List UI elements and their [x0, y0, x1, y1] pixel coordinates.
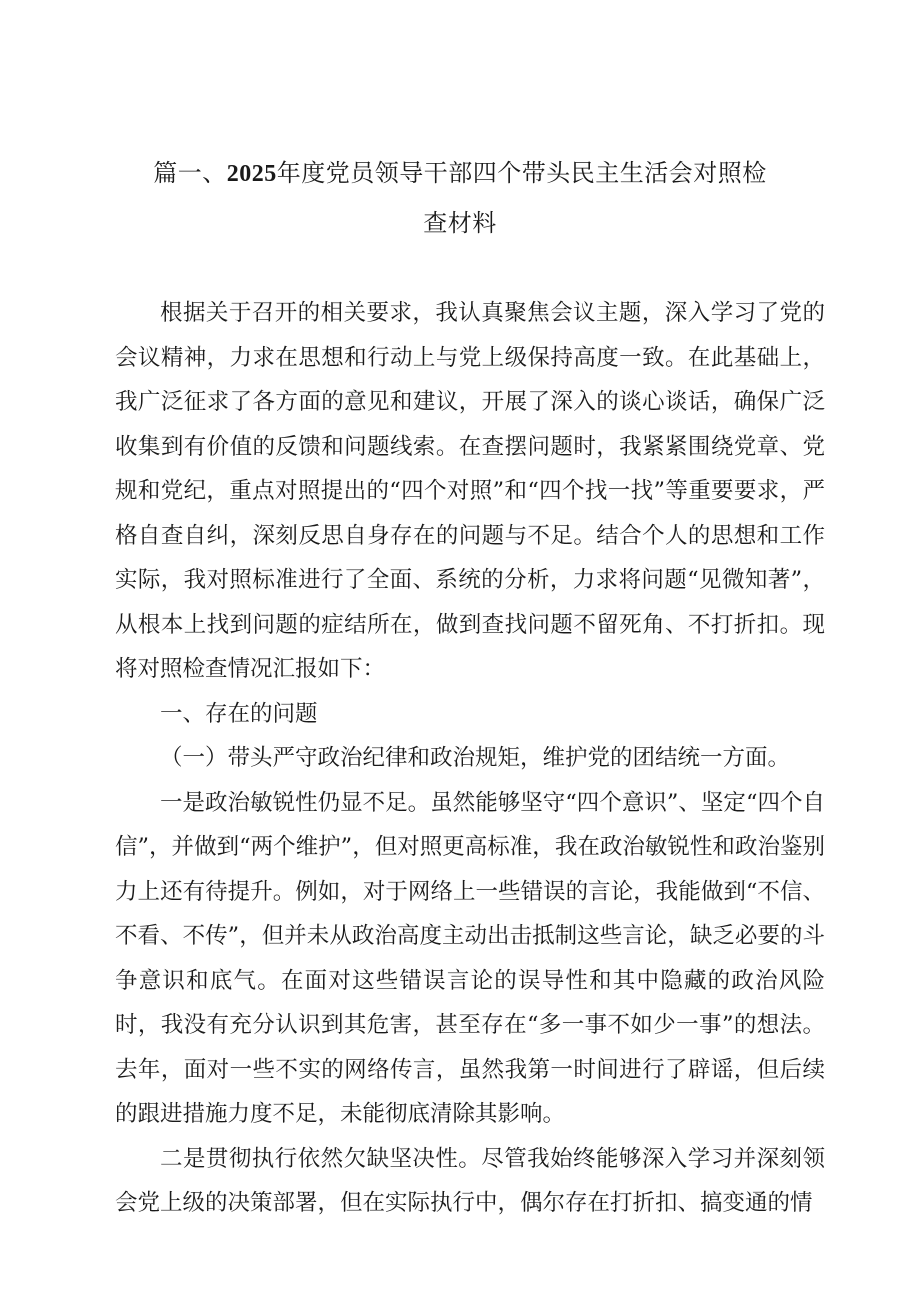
document-body	[115, 291, 825, 1226]
intro-paragraph: 根据关于召开的相关要求，我认真聚焦会议主题，深入学习了党的会议精神，力求在思想和行动上与党上级保持高度一致。在此基础上，我广泛征求了各方面的意见和建议，开展了深入的谈心谈话，确保广泛收集到有价值的反馈和问题线索。在查摆问题时，我紧紧围绕党章、党规和党纪，重点对照提出的“四个对照”和“四个找一找”等重要要求，严格自查自纠，深刻反思自身存在的问题与不足。结合个人的思想和工作实际，我对照标准进行了全面、系统的分析，力求将问题“见微知著”，从根本上找到问题的症结所在，做到查找问题不留死角、不打折扣。现将对照检查情况汇报如下：	[115, 300, 825, 682]
title-prefix: 篇一、	[153, 159, 227, 187]
section-heading: 一、存在的问题	[160, 700, 318, 727]
title-year: 2025	[226, 161, 277, 187]
document-title-line-1	[110, 148, 810, 199]
title-rest: 年度党员领导干部四个带头民主生活会对照检	[276, 159, 767, 187]
point-two-paragraph: 二是贯彻执行依然欠缺坚决性。尽管我始终能够深入学习并深刻领会党上级的决策部署，但在实际执行中，偶尔存在打折扣、搞变通的情	[115, 1145, 825, 1216]
point-one-paragraph: 一是政治敏锐性仍显不足。虽然能够坚守“四个意识”、坚定“四个自信”，并做到“两个维护”，但对照更高标准，我在政治敏锐性和政治鉴别力上还有待提升。例如，对于网络上一些错误的言论，我能做到“不信、不看、不传”，但并未从政治高度主动出击抵制这些言论，缺乏必要的斗争意识和底气。在面对这些错误言论的误导性和其中隐藏的政治风险时，我没有充分认识到其危害，甚至存在“多一事不如少一事”的想法。去年，面对一些不实的网络传言，虽然我第一时间进行了辟谣，但后续的跟进措施力度不足，未能彻底清除其影响。	[115, 789, 825, 1127]
document-title-line-2: 查材料	[423, 209, 497, 237]
sub-heading: （一）带头严守政治纪律和政治规矩，维护党的团结统一方面。	[160, 745, 791, 771]
